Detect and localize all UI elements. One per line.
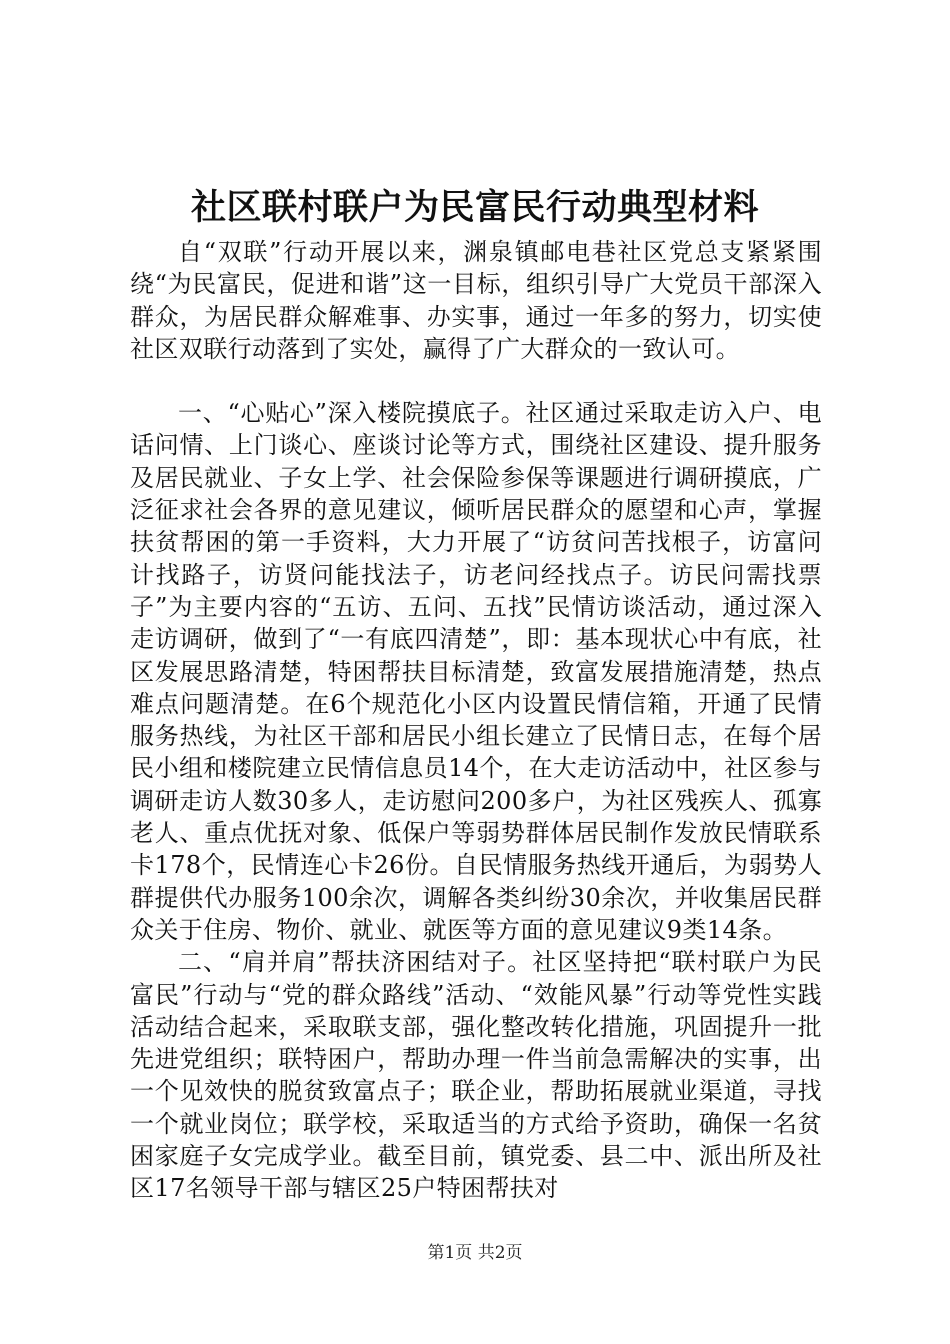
page-number-footer: 第1页 共2页 (427, 1243, 523, 1263)
paragraph-section-one: 一、“心贴心”深入楼院摸底子。社区通过采取走访入户、电话问情、上门谈心、座谈讨论等方式，围绕社区建设、提升服务及居民就业、子女上学、社会保险参保等课题进行调研摸底，广泛征求社会各界的意见建议，倾听居民群众的愿望和心声，掌握扶贫帮困的第一手资料，大力开展了“访贫问苦找根子，访富问计找路子，访贤问能找法子，访老问经找点子。访民问需找票子”为主要内容的“五访、五问、五找”民情访谈活动，通过深入走访调研，做到了“一有底四清楚”，即：基本现状心中有底，社区发展思路清楚，特困帮扶目标清楚，致富发展措施清楚，热点难点问题清楚。在6个规范化小区内设置民情信箱，开通了民情服务热线，为社区干部和居民小组长建立了民情日志，在每个居民小组和楼院建立民情信息员14个，在大走访活动中，社区参与调研走访人数30多人，走访慰问200多户，为社区残疾人、孤寡老人、重点优抚对象、低保户等弱势群体居民制作发放民情联系卡178个，民情连心卡26份。自民情服务热线开通后，为弱势人群提供代办服务100余次，调解各类纠纷30余次，并收集居民群众关于住房、物价、就业、就医等方面的意见建议9类14条。 (130, 399, 822, 944)
document-title: 社区联村联户为民富民行动典型材料 (190, 187, 759, 228)
paragraph-spacer (130, 365, 822, 397)
paragraph-section-two: 二、“肩并肩”帮扶济困结对子。社区坚持把“联村联户为民富民”行动与“党的群众路线”活动、“效能风暴”行动等党性实践活动结合起来，采取联支部，强化整改转化措施，巩固提升一批先进党组织；联特困户，帮助办理一件当前急需解决的实事，出一个见效快的脱贫致富点子；联企业，帮助拓展就业渠道，寻找一个就业岗位；联学校，采取适当的方式给予资助，确保一名贫困家庭子女完成学业。截至目前，镇党委、县二中、派出所及社区17名领导干部与辖区25户特困帮扶对 (130, 948, 822, 1203)
paragraph-intro: 自“双联”行动开展以来，渊泉镇邮电巷社区党总支紧紧围绕“为民富民，促进和谐”这一目标，组织引导广大党员干部深入群众，为居民群众解难事、办实事，通过一年多的努力，切实使社区双联行动落到了实处，赢得了广大群众的一致认可。 (130, 238, 822, 363)
document-body (130, 236, 822, 1205)
